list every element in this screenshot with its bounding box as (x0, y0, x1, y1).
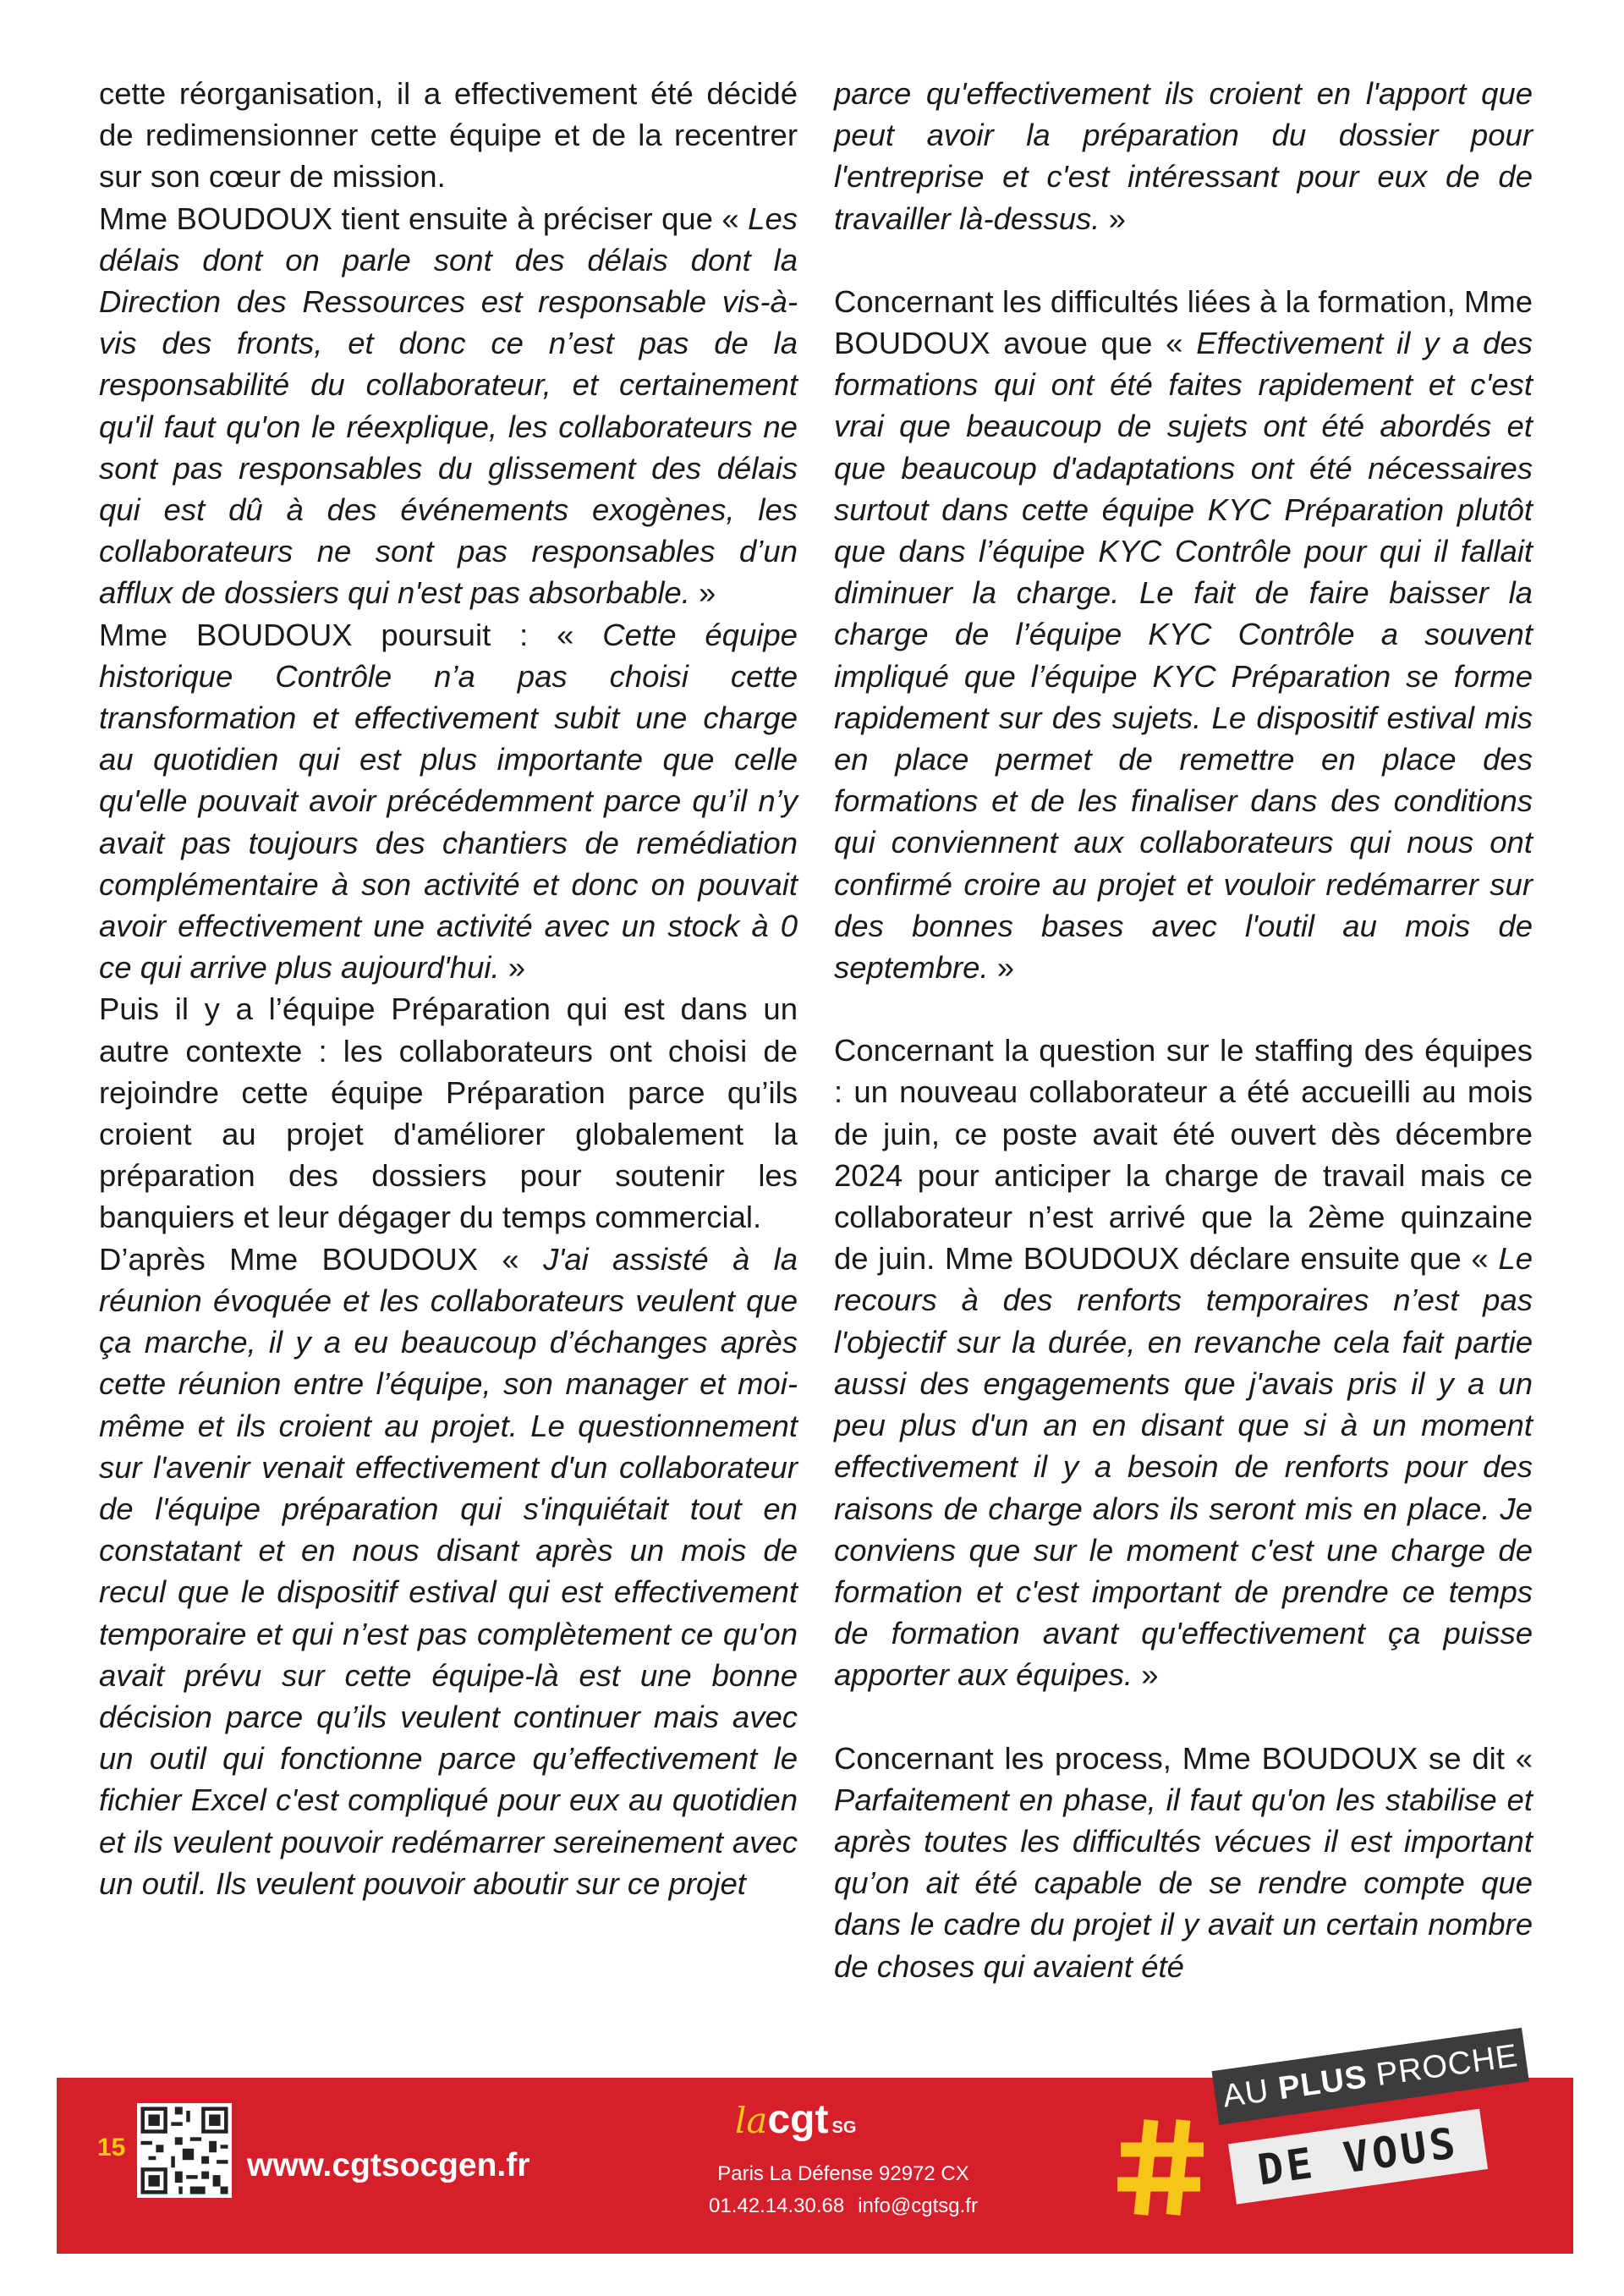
left-column (99, 73, 798, 1904)
website-link[interactable]: www.cgtsocgen.fr (247, 2147, 530, 2183)
address: Paris La Défense 92972 CX (717, 2162, 969, 2185)
paragraph-7: Concernant les difficultés liées à la formation, Mme BOUDOUX avoue que « Effectivement il y a des formations qui ont été faites rapidement et c'est vrai que beaucoup de sujets ont été abordés et que beaucoup d'adaptations ont été nécessaires surtout dans cette équipe KYC Préparation plutôt que dans l’équipe KYC Contrôle pour qui il fallait diminuer la charge. Le fait de faire baisser la charge de l’équipe KYC Contrôle a souvent impliqué que l’équipe KYC Préparation se forme rapidement sur des sujets. Le dispositif estival mis en place permet de remettre en place des formations et de les finaliser dans des conditions qui conviennent aux collaborateurs qui nous ont confirmé croire au projet et vouloir redémarrer sur des bonnes bases avec l'outil au mois de septembre. » (834, 283, 1533, 986)
paragraph-9: Concernant les process, Mme BOUDOUX se dit « Parfaitement en phase, il faut qu'on les stabilise et après toutes les difficultés vécues il est important qu’on ait été capable de se rendre compte que dans le cadre du projet il y avait un certain nombre de choses qui avaient été (834, 1740, 1533, 1984)
logo-la: la (735, 2100, 768, 2141)
page-number: 15 (97, 2134, 126, 2161)
right-column (834, 73, 1533, 1987)
logo-sg: SG (831, 2118, 857, 2137)
footer-banner (57, 2037, 1573, 2254)
hashtag-icon (1116, 2112, 1209, 2222)
paragraph-3: Mme BOUDOUX poursuit : « Cette équipe historique Contrôle n’a pas choisi cette transformation et effectivement subit une charge au quotidien qui est plus importante que celle qu'elle pouvait avoir précédemment parce qu’il n’y avait pas toujours des chantiers de remédiation complémentaire à son activité et donc on pouvait avoir effectivement une activité avec un stock à 0 ce qui arrive plus aujourd'hui. » (99, 617, 798, 986)
phone-number: 01.42.14.30.68 (709, 2194, 845, 2217)
paragraph-4: Puis il y a l’équipe Préparation qui est dans un autre contexte : les collaborateurs ont choisi de rejoindre cette équipe Préparation parce qu’ils croient au projet d'améliorer globalement la préparation des dossiers pour soutenir les banquiers et leur dégager du temps commercial. (99, 991, 798, 1235)
email-link[interactable]: info@cgtsg.fr (858, 2194, 978, 2217)
paragraph-5: D’après Mme BOUDOUX « J'ai assisté à la réunion évoquée et les collaborateurs veulent que ça marche, il y a eu beaucoup d’échanges après cette réunion entre l’équipe, son manager et moi-même et ils croient au projet. Le questionnement sur l'avenir venait effectivement d'un collaborateur de l'équipe préparation qui s'inquiétait tout en constatant et en nous disant après un mois de recul que le dispositif estival qui est effectivement temporaire et qui n’est pas complètement ce qu'on avait prévu sur cette équipe-là est une bonne décision parce qu’ils veulent continuer mais avec un outil qui fonctionne parce qu’effectivement le fichier Excel c'est compliqué pour eux au quotidien et ils veulent pouvoir redémarrer sereinement avec un outil. Ils veulent pouvoir aboutir sur ce projet (99, 1241, 798, 1901)
cgt-logo (735, 2096, 925, 2156)
contact-line (649, 2194, 1038, 2218)
paragraph-1: cette réorganisation, il a effectivement été décidé de redimensionner cette équipe et de la recentrer sur son cœur de mission. (99, 76, 798, 195)
logo-cgt: cgt (767, 2097, 829, 2142)
paragraph-8: Concernant la question sur le staffing des équipes : un nouveau collaborateur a été accueilli au mois de juin, ce poste avait été ouvert dès décembre 2024 pour anticiper la charge de travail mais ce collaborateur n’est arrivé que la 2ème quinzaine de juin. Mme BOUDOUX déclare ensuite que « Le recours à des renforts temporaires n’est pas l'objectif sur la durée, en revanche cela fait partie aussi des engagements que j'avais pris il y a un peu plus d'un an en disant que si à un moment effectivement il y a besoin de renforts pour des raisons de charge alors ils seront mis en place. Je conviens que sur le moment c'est une charge de formation et c'est important de prendre ce temps de formation avant qu'effectivement ça puisse apporter aux équipes. » (834, 1033, 1533, 1693)
slogan-au-plus-proche: AU PLUS PROCHE (1212, 2028, 1529, 2125)
paragraph-6: parce qu'effectivement ils croient en l'apport que peut avoir la préparation du dossier pour l'entreprise et c'est intéressant pour eux de de travailler là-dessus. » (834, 76, 1533, 236)
qr-code-icon[interactable] (137, 2103, 232, 2198)
paragraph-2: Mme BOUDOUX tient ensuite à préciser que « Les délais dont on parle sont des délais dont la Direction des Ressources est responsable vis-à-vis des fronts, et donc ce n’est pas de la responsabilité du collaborateur, et certainement qu'il faut qu'on le réexplique, les collaborateurs ne sont pas responsables du glissement des délais qui est dû à des événements exogènes, les collaborateurs ne sont pas responsables d’un afflux de dossiers qui n'est pas absorbable. » (99, 200, 798, 611)
slogan-de-vous: DE VOUS (1228, 2109, 1488, 2205)
